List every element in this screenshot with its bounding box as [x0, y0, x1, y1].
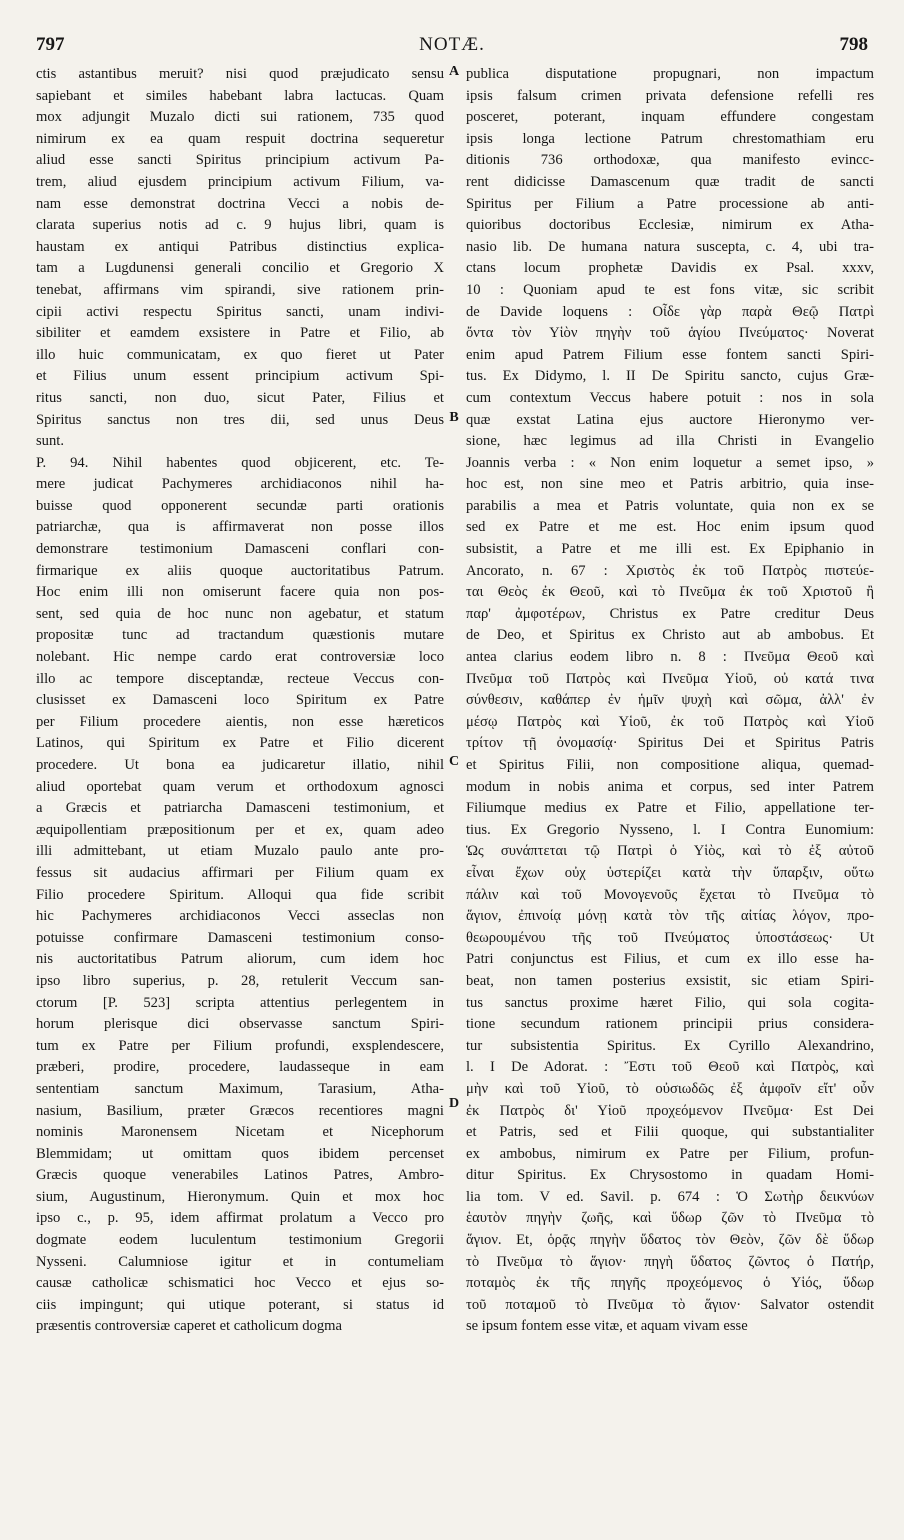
- margin-letter-d: D: [448, 1096, 460, 1111]
- right-text-column: [466, 64, 874, 1338]
- left-column-text-line: Hoc enim illi non omiserunt facere quia non pos-: [36, 584, 444, 601]
- right-column-text-line: et Patris, sed et Filii quoque, qui substantialiter: [466, 1124, 874, 1141]
- left-column-text-line: ipso c., p. 95, idem affirmat prolatum a Vecco pro: [36, 1210, 444, 1227]
- right-column-text-line: ctans locum prophetæ Davidis ex Psal. xxxv,: [466, 260, 874, 277]
- left-column-text-line: mere judicat Pachymeres archidiaconos nihil ha-: [36, 476, 444, 493]
- left-column-text-line: Filio procedere Spiritum. Alloqui qua fide scribit: [36, 886, 444, 903]
- left-column-text-line: Græcis quoque venerabiles Latinos Patres, Ambro-: [36, 1167, 444, 1184]
- right-column-text-line: tus. Ex Didymo, l. II De Spiritu sancto, cujus Græ-: [466, 368, 874, 385]
- right-column-text-line: ipsis longa lectione Patrum chrestomathiam eru: [466, 130, 874, 147]
- margin-letter-b: B: [449, 410, 459, 425]
- left-column-text-line: aliud oportebat quam verum et orthodoxum agnosci: [36, 778, 444, 795]
- right-column-text-line: posceret, poterant, inquam effundere congestam: [466, 109, 874, 126]
- left-column-text-line: haustam ex antiqui Patribus distinctius explica-: [36, 238, 444, 255]
- right-column-text-line: τοῦ ποταμοῦ τὸ Πνεῦμα τὸ ἅγιον· Salvator ostendit: [466, 1296, 874, 1313]
- right-column-text-line: quæ exstat Latina ejus auctore Hieronymo ver-: [466, 411, 874, 428]
- left-column-text-line: dogmate eodem luculentum testimonium Gregorii: [36, 1232, 444, 1249]
- left-column-text-line: ritus sancti, non duo, sicut Pater, Filius et: [36, 389, 444, 406]
- right-column-text-line: sed ex Patre et me est. Hoc enim ipsum quod: [466, 519, 874, 536]
- right-column-text-line: rent didicisse Damascenum quæ tradit de sancti: [466, 173, 874, 190]
- right-column-text-line: ποταμὸς ἐκ τῆς πηγῆς προχεόμενος ὁ Υἱός, ὕδωρ: [466, 1275, 874, 1292]
- right-column-text-line: Filiumque medius ex Patre et Filio, appellatione ter-: [466, 800, 874, 817]
- right-column-text-line: l. I De Adorat. : Ἔστι τοῦ Θεοῦ καὶ Πατρὸς, καὶ: [466, 1059, 874, 1076]
- right-column-text-line: Joannis verba : « Non enim loquetur a semet ipso, »: [466, 454, 874, 471]
- right-column-text-line: se ipsum fontem esse vitæ, et aquam vivam esse: [466, 1318, 748, 1335]
- right-column-text-line: Ὡς συνάπτεται τῷ Πατρὶ ὁ Υἱὸς, καὶ τὸ ἐξ αὐτοῦ: [466, 843, 874, 860]
- right-column-text-line: ditur Spiritus. Ex Chrysostomo in quadam Homi-: [466, 1167, 874, 1184]
- page-number-left: 797: [36, 34, 65, 55]
- right-column-text-line: μέσῳ Πατρὸς καὶ Υἱοῦ, ἐκ τοῦ Πατρὸς καὶ Υἱοῦ: [466, 713, 874, 730]
- right-column-text-line: τρίτον τῇ ὀνομασίᾳ· Spiritus Dei et Spiritus Patris: [466, 735, 874, 752]
- right-column-text-line: Spiritus per Filium a Patre processione ab anti-: [466, 195, 874, 212]
- left-column-text-line: fessus sit audacius affirmari per Filium quam ex: [36, 864, 444, 881]
- left-column-text-line: tenebat, affirmans vim spirandi, sive rationem prin-: [36, 281, 444, 298]
- right-column-text-line: Πνεῦμα τοῦ Πατρὸς καὶ Πνεῦμα Υἱοῦ, οὐ κατά τινα: [466, 670, 874, 687]
- left-column-text-line: nominis Maronensem Nicetam et Nicephorum: [36, 1124, 444, 1141]
- right-column-text-line: lia tom. V ed. Savil. p. 674 : Ὁ Σωτὴρ δεικνύων: [466, 1188, 874, 1205]
- left-column-text-line: hic Pachymeres archidiaconos Vecci asseclas non: [36, 908, 444, 925]
- right-column-text-line: θεωρουμένου τῆς τοῦ Πνεύματος ὑποστάσεως· Ut: [466, 929, 874, 946]
- right-column-text-line: μὴν καὶ τοῦ Υἱοῦ, τὸ οὐσιωδῶς ἐξ ἀμφοῖν εἴτ' οὖν: [466, 1080, 874, 1097]
- left-column-text-line: nasium, Basilium, præter Græcos recentiores magni: [36, 1102, 444, 1119]
- left-column-text-line: buisse quod opponerent secundæ parti orationis: [36, 497, 444, 514]
- left-column-text-line: nolebant. Hic nempe cardo erat controversiæ loco: [36, 649, 444, 666]
- left-column-text-line: per Filium procedere aientis, non esse hæreticos: [36, 713, 444, 730]
- left-column-text-line: cipii activi respectu Spiritus sancti, unam indivi-: [36, 303, 444, 320]
- left-column-text-line: et Filius unum essent principium activum Spi-: [36, 368, 444, 385]
- right-column-text-line: 10 : Quoniam apud te est fons vitæ, sic scribit: [466, 281, 874, 298]
- right-column-text-line: πάλιν καὶ τοῦ Μονογενοῦς ἔχεται τὸ Πνεῦμα τὸ: [466, 886, 874, 903]
- margin-letter-a: A: [448, 64, 460, 79]
- left-column-text-line: nis auctoritatibus Patrum aliorum, cum idem hoc: [36, 951, 444, 968]
- left-column-text-line: nimirum ex ea quam respuit doctrina sequeretur: [36, 130, 444, 147]
- left-column-text-line: propositæ tunc ad tractandum quæstionis mutare: [36, 627, 444, 644]
- right-column-text-line: ἅγιον, ἐπινοίᾳ μόνῃ κατὰ τὸν τῆς αἰτίας λόγον, προ-: [466, 908, 874, 925]
- page-number-right: 798: [839, 34, 868, 55]
- left-column-text-line: illo ac tempore disceptandæ, recteue Veccus con-: [36, 670, 444, 687]
- left-column-text-line: Latinos, qui Spiritum ex Patre et Filio dicerent: [36, 735, 444, 752]
- left-column-text-line: nam esse demonstrat doctrina Vecci a nobis de-: [36, 195, 444, 212]
- left-column-text-line: æquipollentiam præpositionum per et ex, quam adeo: [36, 821, 444, 838]
- right-column-text-line: nasio lib. De humana natura suscepta, c. 4, ubi tra-: [466, 238, 874, 255]
- left-column-text-line: clarata superius notis ad c. 9 hujus libri, quam is: [36, 217, 444, 234]
- right-column-text-line: ipsis falsum crimen privata defensione refelli res: [466, 87, 874, 104]
- left-column-text-line: mox adjungit Muzalo dicti sui rationem, 735 quod: [36, 109, 444, 126]
- right-column-text-line: et Spiritus Filii, non compositione aliqua, quemad-: [466, 757, 874, 773]
- right-column-text-line: ἅγιον. Et, ὁρᾷς πηγὴν ὕδατος τὸν Θεὸν, ζῶν δὲ ὕδωρ: [466, 1232, 874, 1249]
- left-column-text-line: sium, Augustinum, Hieronymum. Quin et mox hoc: [36, 1188, 444, 1205]
- left-column-text-line: sapiebant et similes habebant labra lactucas. Quam: [36, 87, 444, 104]
- right-column-text-line: quioribus doctoribus Ecclesiæ, nimirum ex Atha-: [466, 217, 874, 234]
- right-column-text-line: cum contextum Veccus habere potuit : nos in sola: [466, 389, 874, 406]
- right-column-text-line: παρ' ἀμφοτέρων, Christus ex Patre creditur Deus: [466, 605, 874, 622]
- right-column-text-line: de Davide loquens : Οἶδε γὰρ παρὰ Θεῷ Πατρὶ: [466, 303, 874, 320]
- left-column-text-line: Nysseni. Calumniose igitur et in contumeliam: [36, 1253, 444, 1270]
- right-column-text-line: ται Θεὸς ἐκ Θεοῦ, καὶ τὸ Πνεῦμα ἐκ τοῦ Χριστοῦ ἢ: [466, 584, 874, 601]
- right-column-text-line: tius. Ex Gregorio Nysseno, l. I Contra Eunomium:: [466, 821, 874, 838]
- left-column-text-line: præberi, prodire, procedere, laudasseque in eam: [36, 1059, 444, 1076]
- left-column-text-line: aliud esse sancti Spiritus principium activum Pa-: [36, 152, 444, 169]
- right-column-text-line: ὄντα τὸν Υἱὸν πηγὴν τοῦ ἁγίου Πνεύματος· Noverat: [466, 325, 874, 342]
- left-column-text-line: horum plerisque dici observasse sanctum Spiri-: [36, 1016, 444, 1033]
- right-column-text-line: de Deo, et Spiritus ex Christo aut ab ambobus. Et: [466, 627, 874, 644]
- right-column-text-line: Ancorato, n. 67 : Χριστὸς ἐκ τοῦ Πατρὸς πιστεύε-: [466, 562, 874, 579]
- left-column-text-line: ciis impingunt; qui utique poterant, si status id: [36, 1296, 444, 1313]
- right-column-text-line: εἶναι ἔχων οὐχ ὑστερίζει κατὰ τὴν ὕπαρξιν, οὕτω: [466, 864, 874, 881]
- left-column-text-line: illo huic communicatam, ex quo fieret ut Pater: [36, 346, 444, 363]
- left-column-text-line: P. 94. Nihil habentes quod objicerent, etc. Te-: [36, 454, 444, 471]
- right-column-text-line: enim apud Patrem Filium esse fontem sancti Spiri-: [466, 346, 874, 363]
- left-column-text-line: sunt.: [36, 433, 64, 450]
- right-column-text-line: tus sanctus proxime hæret Filio, qui sola cogita-: [466, 994, 874, 1011]
- left-column-text-line: illi admittebant, ut etiam Muzalo paulo ante pro-: [36, 843, 444, 860]
- left-column-text-line: præsentis controversiæ caperet et catholicum dogma: [36, 1318, 342, 1335]
- left-column-text-line: firmarique ex aliis quoque auctoritatibus Patrum.: [36, 562, 444, 579]
- left-column-text-line: sent, sed quia de hoc nunc non agebatur, et statum: [36, 605, 444, 622]
- right-column-text-line: subsistit, a Patre et me illi est. Ex Epiphanio in: [466, 541, 874, 558]
- right-column-text-line: ditionis 736 orthodoxæ, qua manifesto evincc-: [466, 152, 874, 169]
- left-column-text-line: ctis astantibus meruit? nisi quod præjudicato sensu: [36, 66, 444, 82]
- margin-letter-c: C: [448, 754, 460, 769]
- right-column-text-line: parabilis a mea et Patris voluntate, quia non ex se: [466, 497, 874, 514]
- left-column-text-line: Blemmidam; ut omittam quos ibidem percenset: [36, 1145, 444, 1162]
- left-column-text-line: a Græcis et patriarcha Damasceni testimonium, et: [36, 800, 444, 817]
- right-column-text-line: tione secundum rationem principii prius considera-: [466, 1016, 874, 1033]
- left-column-text-line: patriarchæ, qua is affirmaverat non posse illos: [36, 519, 444, 536]
- right-column-text-line: tur subsistentia Spiritus. Ex Cyrillo Alexandrino,: [466, 1037, 874, 1054]
- left-column-text-line: causæ catholicæ schismatici hoc Vecco et ejus so-: [36, 1275, 444, 1292]
- right-column-text-line: σύνθεσιν, καθάπερ ἐν ἡμῖν ψυχὴ καὶ σῶμα, ἀλλ' ἐν: [466, 692, 874, 709]
- left-column-text-line: sibiliter et eamdem exsistere in Patre et Filio, ab: [36, 325, 444, 342]
- right-column-text-line: ἐκ Πατρὸς δι' Υἱοῦ προχεόμενον Πνεῦμα· Est Dei: [466, 1102, 874, 1119]
- left-column-text-line: tam a Lugdunensi generali concilio et Gregorio X: [36, 260, 444, 277]
- right-column-text-line: beat, non tamen posterius exsistit, sic etiam Spiri-: [466, 972, 874, 989]
- left-text-column: [36, 64, 444, 1338]
- left-column-text-line: procedere. Ut bona ea judicaretur illatio, nihil: [36, 757, 444, 773]
- page-header: [36, 34, 868, 58]
- left-column-text-line: ctorum [P. 523] scripta attentius perlegentem in: [36, 994, 444, 1011]
- left-column-text-line: clusisset ex Damasceni loco Spiritum ex Patre: [36, 692, 444, 709]
- right-column-text-line: antea clarius eodem libro n. 8 : Πνεῦμα Θεοῦ καὶ: [466, 649, 874, 666]
- left-column-text-line: Spiritus sanctus non tres dii, sed unus Deus: [36, 411, 444, 428]
- right-column-text-line: Patri conjunctus est Filius, et cum ex illo esse ha-: [466, 951, 874, 968]
- right-column-text-line: ἑαυτὸν πηγὴν ζωῆς, καὶ ὕδωρ ζῶν τὸ Πνεῦμα τὸ: [466, 1210, 874, 1227]
- left-column-text-line: potuisse confirmare Damasceni testimonium conso-: [36, 929, 444, 946]
- right-column-text-line: hoc est, non sine meo et Patris arbitrio, quia inse-: [466, 476, 874, 493]
- running-title: NOTÆ.: [419, 34, 485, 55]
- left-column-text-line: demonstrare testimonium Damasceni conflari con-: [36, 541, 444, 558]
- right-column-text-line: τὸ Πνεῦμα τὸ ἅγιον· πηγὴ ὕδατος ζῶντος ὁ Πατήρ,: [466, 1253, 874, 1270]
- right-column-text-line: publica disputatione propugnari, non impactum: [466, 66, 874, 82]
- left-column-text-line: ipso libro superius, p. 28, retulerit Veccum san-: [36, 972, 444, 989]
- right-column-text-line: sione, hæc legimus ad illa Christi in Evangelio: [466, 433, 874, 450]
- left-column-text-line: tum ex Patre per Filium profundi, exsplendescere,: [36, 1037, 444, 1054]
- left-column-text-line: sententiam sanctum Maximum, Tarasium, Atha-: [36, 1080, 444, 1097]
- right-column-text-line: ex ambobus, nimirum ex Patre per Filium, profun-: [466, 1145, 874, 1162]
- right-column-text-line: modum in nobis anima et corpus, sed inter Patrem: [466, 778, 874, 795]
- left-column-text-line: trem, aliud ejusdem principium activum Filium, va-: [36, 173, 444, 190]
